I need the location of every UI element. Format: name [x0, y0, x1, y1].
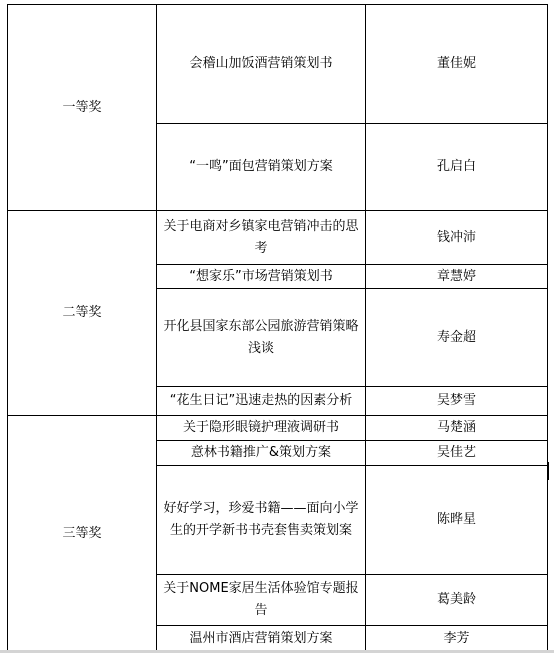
entry-title: 关于NOME家居生活体验馆专题报告	[157, 575, 366, 626]
awards-table	[7, 4, 548, 652]
entry-author: 葛美龄	[366, 575, 548, 626]
entry-author: 吴梦雪	[366, 387, 548, 416]
entry-author: 孔启白	[366, 124, 548, 211]
entry-author: 马楚涵	[366, 416, 548, 441]
entry-author: 吴佳艺	[366, 441, 548, 466]
entry-title: “想家乐”市场营销策划书	[157, 265, 366, 289]
entry-author: 寿金超	[366, 289, 548, 387]
entry-author: 钱冲沛	[366, 211, 548, 265]
entry-title: 温州市酒店营销策划方案	[157, 626, 366, 652]
entry-title: 开化县国家东部公园旅游营销策略浅谈	[157, 289, 366, 387]
table-row	[8, 416, 548, 441]
entry-title: “花生日记”迅速走热的因素分析	[157, 387, 366, 416]
entry-title: 会稽山加饭酒营销策划书	[157, 5, 366, 124]
award-level-first: 一等奖	[8, 5, 157, 211]
table-row	[8, 211, 548, 265]
entry-author: 章慧婷	[366, 265, 548, 289]
entry-title: 关于电商对乡镇家电营销冲击的思考	[157, 211, 366, 265]
table-row	[8, 5, 548, 124]
entry-title: 意林书籍推广&策划方案	[157, 441, 366, 466]
entry-author: 陈晔星	[366, 466, 548, 575]
text-cursor	[547, 462, 549, 480]
entry-title: “一鸣”面包营销策划方案	[157, 124, 366, 211]
award-level-third: 三等奖	[8, 416, 157, 652]
entry-title: 好好学习，珍爱书籍——面向小学生的开学新书书壳套售卖策划案	[157, 466, 366, 575]
entry-title: 关于隐形眼镜护理液调研书	[157, 416, 366, 441]
entry-author: 董佳妮	[366, 5, 548, 124]
award-level-second: 二等奖	[8, 211, 157, 416]
entry-author: 李芳	[366, 626, 548, 652]
